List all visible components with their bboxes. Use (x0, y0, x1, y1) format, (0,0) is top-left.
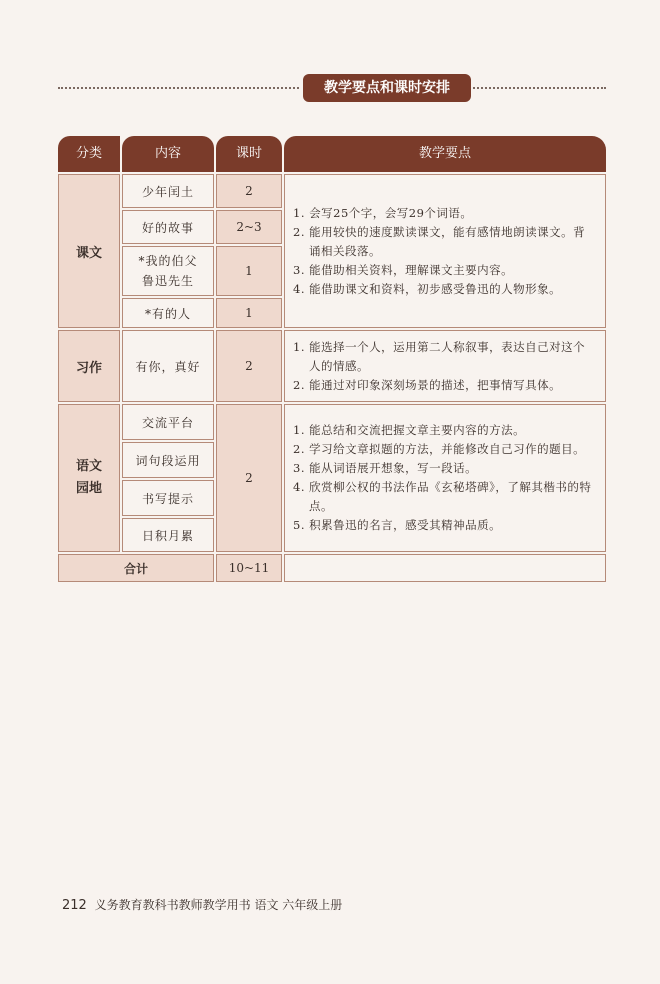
content-cell: 好的故事 (122, 210, 214, 244)
hours-cell: 1 (216, 246, 282, 296)
content-cell: 日积月累 (122, 518, 214, 552)
teaching-point: 4. 欣赏柳公权的书法作品《玄秘塔碑》，了解其楷书的特点。 (293, 480, 592, 513)
page-number: 212 (62, 898, 87, 913)
book-title: 义务教育教科书教师教学用书 语文 六年级上册 (94, 898, 343, 912)
teaching-point: 2. 能通过对印象深刻场景的描述，把事情写具体。 (293, 377, 562, 392)
hours-cell: 2~3 (216, 210, 282, 244)
total-label: 合计 (58, 554, 214, 582)
teaching-point: 2. 学习给文章拟题的方法，并能修改自己习作的题目。 (293, 442, 586, 456)
hours-cell: 2 (216, 404, 282, 552)
content-cell: *有的人 (122, 298, 214, 328)
points-cell (284, 404, 606, 552)
header-content: 内容 (122, 136, 214, 172)
teaching-point: 1. 会写25个字，会写29个词语。 (293, 205, 473, 220)
teaching-point: 5. 积累鲁迅的名言，感受其精神品质。 (293, 518, 502, 532)
category-cell: 习作 (58, 330, 120, 402)
teaching-point: 1. 能选择一个人，运用第二人称叙事，表达自己对这个人的情感。 (293, 339, 586, 373)
teaching-point: 4. 能借助课文和资料，初步感受鲁迅的人物形象。 (293, 281, 562, 296)
header-category: 分类 (58, 136, 120, 172)
teaching-point: 3. 能借助相关资料，理解课文主要内容。 (293, 262, 514, 277)
content-cell: 有你，真好 (122, 330, 214, 402)
page-footer (62, 896, 342, 913)
content-cell: 词句段运用 (122, 442, 214, 478)
teaching-point: 3. 能从词语展开想象，写一段话。 (293, 461, 478, 475)
hours-cell: 2 (216, 174, 282, 208)
category-cell: 语文园地 (58, 404, 120, 552)
section-title: 教学要点和课时安排 (303, 74, 471, 102)
points-cell (284, 174, 606, 328)
category-cell: 课文 (58, 174, 120, 328)
content-cell: *我的伯父鲁迅先生 (122, 246, 214, 296)
content-cell: 交流平台 (122, 404, 214, 440)
header-hours: 课时 (216, 136, 282, 172)
content-cell: 书写提示 (122, 480, 214, 516)
teaching-point: 2. 能用较快的速度默读课文，能有感情地朗读课文。背诵相关段落。 (293, 224, 586, 258)
total-hours: 10~11 (216, 554, 282, 582)
points-cell (284, 330, 606, 402)
header-points: 教学要点 (284, 136, 606, 172)
hours-cell: 1 (216, 298, 282, 328)
section-title-bar (58, 74, 606, 102)
hours-cell: 2 (216, 330, 282, 402)
teaching-point: 1. 能总结和交流把握文章主要内容的方法。 (293, 423, 526, 437)
total-points-empty (284, 554, 606, 582)
content-cell: 少年闰土 (122, 174, 214, 208)
